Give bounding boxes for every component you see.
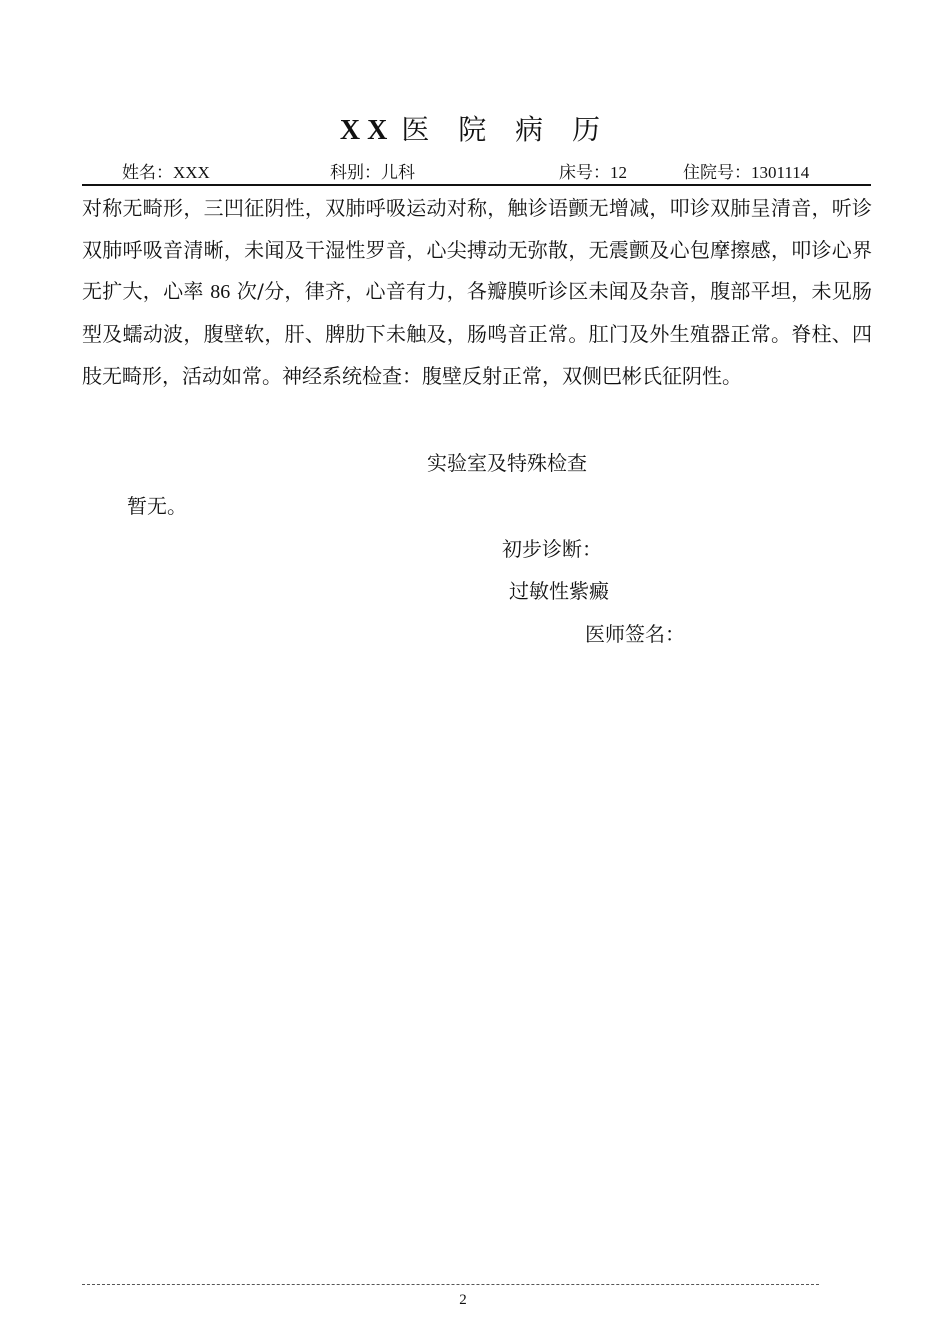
lab-result-text: 暂无。 bbox=[127, 494, 187, 518]
bed-number-field bbox=[559, 162, 627, 184]
record-title: 医 院 病 历 bbox=[401, 113, 611, 146]
bed-label: 床号： bbox=[559, 163, 610, 183]
hospital-name: X X bbox=[339, 115, 388, 146]
department-value: 儿科 bbox=[381, 163, 415, 183]
exam-text-part-1: 对称无畸形，三凹征阴性，双肺呼吸运动对称，触诊语颤无增减，叩诊双肺呈清音，听诊双肺呼吸音清晰，未闻及干湿性罗音，心尖搏动无弥散，无震颤及心包摩擦感，叩诊心界无扩大，心率 bbox=[82, 196, 872, 304]
exam-text-part-2: 次/分，律齐，心音有力，各瓣膜听诊区未闻及杂音，腹部平坦，未见肠型及蠕动波，腹壁软，肝、脾肋下未触及，肠鸣音正常。肛门及外生殖器正常。脊柱、四肢无畸形，活动如常。神经系统检查：腹壁反射正常，双侧巴彬氏征阴性。 bbox=[82, 279, 872, 388]
admission-label: 住院号： bbox=[683, 163, 751, 183]
bed-value: 12 bbox=[610, 163, 627, 182]
physical-exam-paragraph bbox=[82, 188, 872, 398]
patient-name-label: 姓名： bbox=[122, 163, 173, 183]
department-label: 科别： bbox=[330, 163, 381, 183]
diagnosis-value: 过敏性紫癜 bbox=[509, 579, 609, 603]
patient-name-value: XXX bbox=[173, 163, 210, 182]
page-number: 2 bbox=[459, 1292, 467, 1308]
doctor-signature-label: 医师签名： bbox=[585, 622, 685, 646]
admission-number-field bbox=[683, 162, 809, 184]
header-divider bbox=[82, 184, 871, 186]
diagnosis-label: 初步诊断： bbox=[502, 537, 602, 561]
department-field bbox=[330, 162, 415, 184]
admission-value: 1301114 bbox=[751, 163, 810, 182]
footer-divider bbox=[82, 1284, 819, 1285]
document-title bbox=[0, 112, 950, 149]
lab-section-heading: 实验室及特殊检查 bbox=[427, 451, 587, 475]
patient-name-field bbox=[122, 162, 210, 184]
heart-rate-value: 86 bbox=[210, 281, 231, 304]
